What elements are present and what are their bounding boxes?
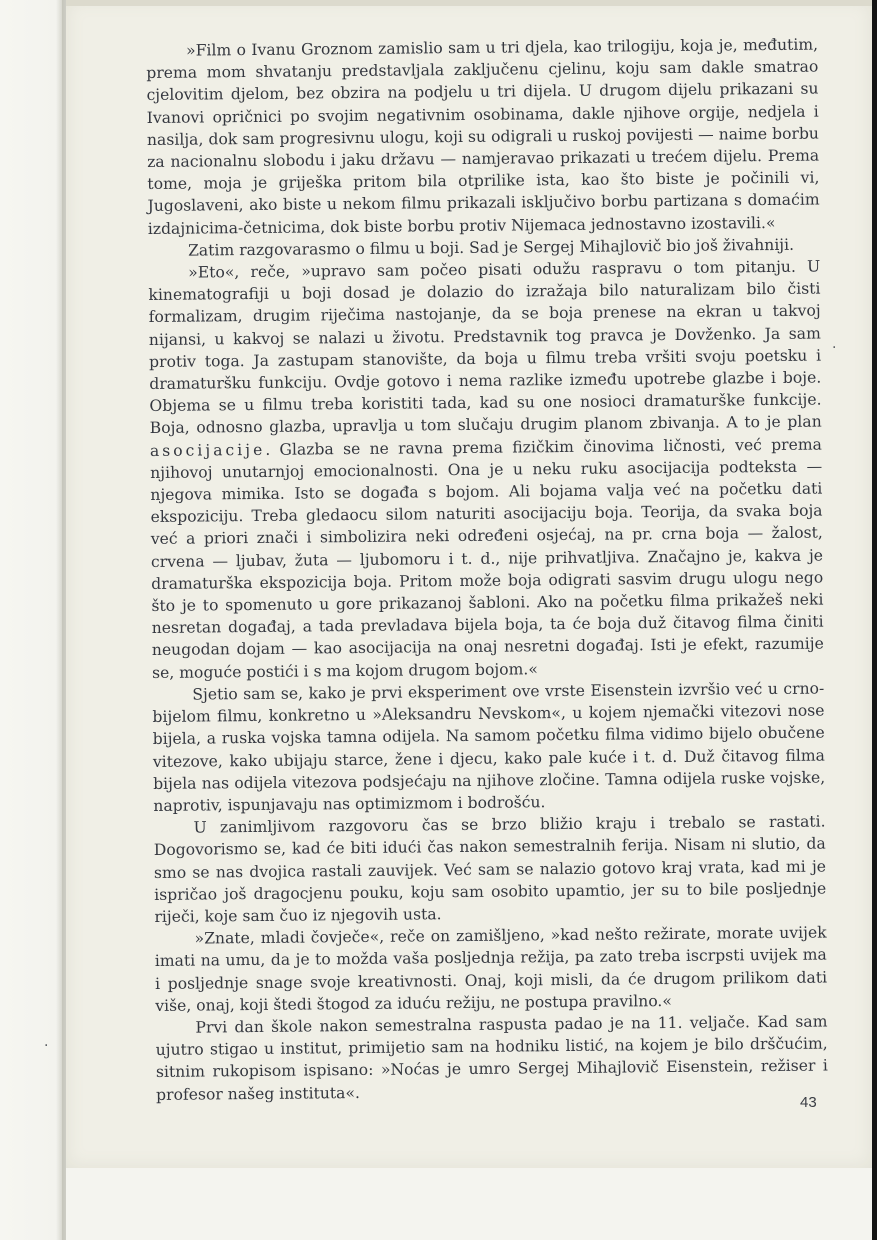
paragraph: »Film o Ivanu Groznom zamislio sam u tri djela, kao trilogiju, koja je, međutim, prema mom shvatanju predstavljala zaključenu cjelinu, koju sam dakle smatrao cjelovitim djelom, bez obzira na podjelu u tri dijela. U drugom dijelu prikazani su Ivanovi opričnici po svojim negativnim osobinama, dakle njihove orgije, nedjela i nasilja, dok sam progresivnu ulogu, koji su odigrali u ruskoj povijesti — naime borbu za nacionalnu slobodu i jaku državu — namjeravao prikazati u trećem dijelu. Prema tome, moja je griješka pritom bila otprilike ista, kao što biste je počinili vi, Jugoslaveni, ako biste u nekom filmu prikazali isključivo borbu partizana s domaćim izdajnicima-četnicima, dok biste borbu protiv Nijemaca jednostavno izostavili.« xyxy=(146,35,820,238)
page-number: 43 xyxy=(800,1094,817,1111)
speck-mark: · xyxy=(44,1038,49,1054)
paragraph: Sjetio sam se, kako je prvi eksperiment ove vrste Eisenstein izvršio već u crno-bijelom filmu, konkretno u »Aleksandru Nevskom«, u kojem njemački vitezovi nose bijela, a ruska vojska tamna odijela. Na samom početku filma vidimo bijelo obučene vitezove, kako ubijaju starce, žene i djecu, kako pale kuće i t. d. Duž čitavog filma bijela nas odijela vitezova podsjećaju na njihove zločine. Tamna odijela ruske vojske, naprotiv, ispunjavaju nas optimizmom i bodrošću. xyxy=(152,679,826,815)
speck-mark: · xyxy=(832,340,837,356)
scan-right-edge xyxy=(872,0,877,1240)
paragraph: U zanimljivom razgovoru čas se brzo bližio kraju i trebalo se rastati. Dogovorismo se, kad će biti idući čas nakon semestralnih ferija. Nisam ni slutio, da smo se nas dvojica rastali zauvijek. Već sam se nalazio gotovo kraj vrata, kad mi je ispričao još dragocjenu pouku, koju sam osobito upamtio, jer su to bile posljednje riječi, koje sam čuo iz njegovih usta. xyxy=(153,812,827,926)
paragraph-text: »Eto«, reče, »upravo sam počeo pisati odužu raspravu o tom pitanju. U kinematografiji u boji dosad je dolazio do izražaja bilo naturalizam bilo čisti formalizam, drugim riječima nastojanje, da se boja prenese na ekran u takvoj nijansi, u kakvoj se nalazi u životu. Predstavnik tog pravca je Dovženko. Ja sam protiv toga. Ja zastupam stanovište, da boja u filmu treba vršiti svoju poetsku i dramaturšku funkciju. Ovdje gotovo i nema razlike između upotrebe glazbe i boje. Objema se u filmu treba koristiti tada, kad su one nosioci dramaturške funkcije. Boja, odnosno glazba, upravlja u tom slučaju drugim planom zbivanja. A to je plan xyxy=(148,257,822,438)
paragraph xyxy=(148,256,824,684)
emphasized-word: asocijacije xyxy=(149,440,266,460)
paragraph: Prvi dan škole nakon semestralna raspusta padao je na 11. veljače. Kad sam ujutro stigao u institut, primijetio sam na hodniku listić, na kojem je bilo drščućim, sitnim rukopisom ispisano: »Noćas je umro Sergej Mihajlovič Eisenstein, režiser i profesor našeg instituta«. xyxy=(155,1012,828,1104)
paragraph: »Znate, mladi čovječe«, reče on zamišljeno, »kad nešto režirate, morate uvijek imati na umu, da je to možda vaša posljednja režija, pa zato treba iscrpsti uvijek ma i posljednje snage svoje kreativnosti. Onaj, koji misli, da će drugom prilikom dati više, onaj, koji štedi štogod za iduću režiju, ne postupa pravilno.« xyxy=(154,923,828,1015)
book-binding xyxy=(0,0,66,1240)
below-page-area xyxy=(66,1168,872,1240)
page-top-edge xyxy=(66,0,872,6)
body-text xyxy=(146,34,828,1106)
paragraph: Zatim razgovarasmo o filmu u boji. Sad je Sergej Mihajlovič bio još živahniji. xyxy=(187,235,795,260)
paragraph-text: . Glazba se ne ravna prema fizičkim činovima ličnosti, već prema njihovoj unutarnjoj emocionalnosti. Ona je u neku ruku asocijacija podteksta — njegova mimika. Isto se događa s bojom. Ali bojama valja već na početku dati ekspoziciju. Treba gledaocu silom naturiti asocijaciju boja. Teorija, da svaka boja već a priori znači i simbolizira neki određeni osjećaj, na pr. crna boja — žalost, crvena — ljubav, žuta — ljubomoru i t. d., nije prihvatljiva. Značajno je, kakva je dramaturška ekspozicija boja. Pritom može boja odigrati sasvim drugu ulogu nego što je to spomenuto u gore prikazanoj šabloni. Ako na početku filma prikažeš neki nesretan događaj, a tada prevladava bijela boja, ta će boja duž čitavog filma činiti neugodan dojam — kao asocijacija na onaj nesretni događaj. Isti je efekt, razumije se, moguće postići i s ma kojom drugom bojom.« xyxy=(150,435,824,682)
